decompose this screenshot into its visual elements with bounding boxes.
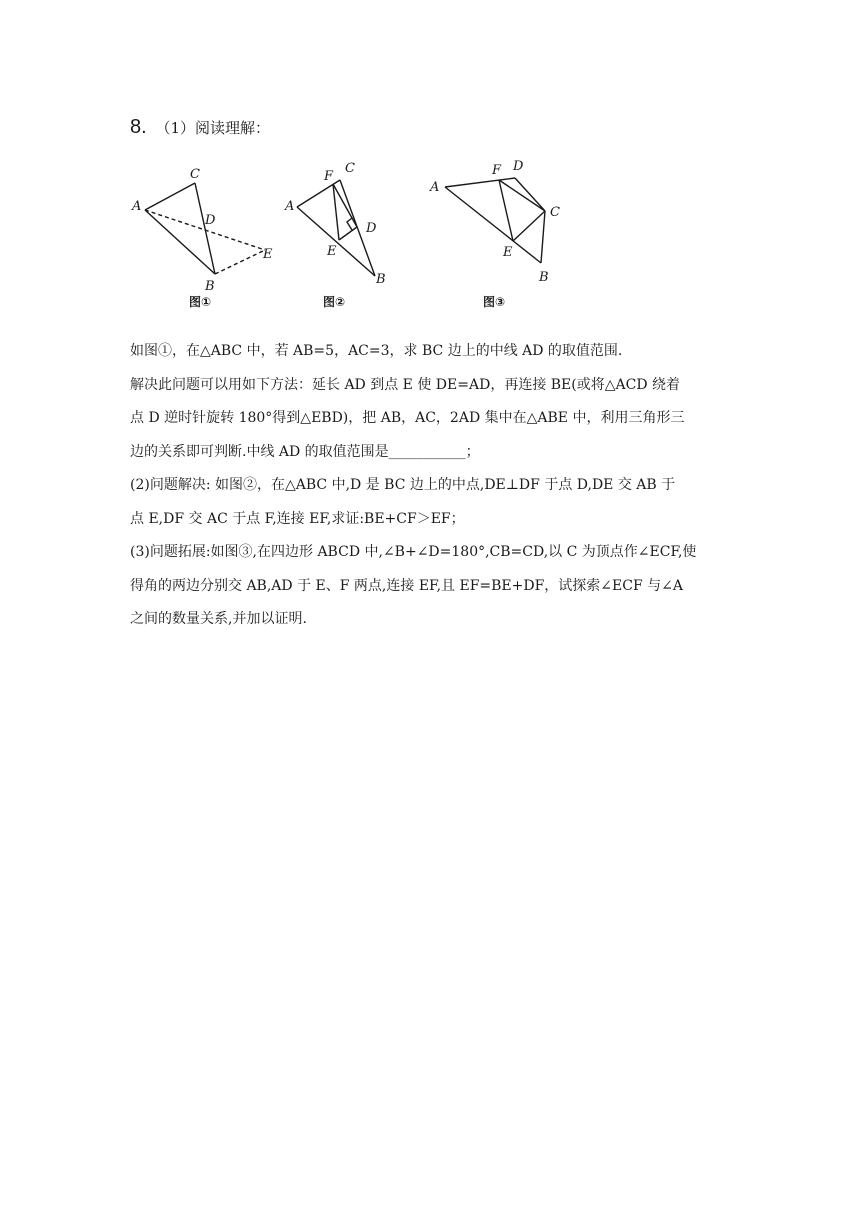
text-line: 边的关系即可判断.中线 AD 的取值范围是___________； [130, 443, 480, 460]
fig3-seg-FC [499, 180, 545, 211]
fig3-label-E: E [503, 245, 513, 260]
fig1-label-D: D [205, 213, 216, 228]
fig2-label-F: F [324, 169, 334, 184]
text-line: 之间的数量关系,并加以证明. [130, 611, 307, 627]
text-line: 得角的两边分别交 AB,AD 于 E、F 两点,连接 EF,且 EF=BE+DF，试探索∠ECF 与∠A [130, 577, 683, 594]
fig2-right-angle-mark [347, 218, 352, 230]
fig2-label-B: B [376, 272, 386, 287]
fig2-label-D: D [366, 221, 377, 236]
fig1-label-B: B [205, 279, 215, 294]
fig2-caption: 图② [323, 295, 346, 309]
text-line: 点 D 逆时针旋转 180°得到△EBD)，把 AB，AC，2AD 集中在△ABE 中，利用三角形三 [130, 410, 685, 426]
question-intro: （1）阅读理解： [155, 119, 271, 137]
text-line: 解决此问题可以用如下方法：延长 AD 到点 E 使 DE=AD，再连接 BE(或将△ACD 绕着 [130, 376, 680, 393]
fig3-caption: 图③ [483, 295, 506, 309]
text-line: 如图①，在△ABC 中，若 AB=5，AC=3，求 BC 边上的中线 AD 的取值范围. [130, 343, 623, 359]
fig1-label-A: A [132, 199, 142, 214]
fig3-label-D: D [513, 159, 524, 174]
text-line: 点 E,DF 交 AC 于点 F,连接 EF,求证:BE+CF＞EF； [130, 510, 465, 527]
question-number: 8. [130, 116, 147, 138]
figure-2 [297, 180, 375, 276]
question-header [130, 116, 270, 139]
fig1-seg-BE [215, 250, 265, 274]
fig3-seg-EC [513, 211, 545, 241]
question-body [130, 335, 710, 637]
fig2-label-A: A [285, 199, 295, 214]
fig3-seg-CB [541, 211, 545, 263]
fig1-seg-AC [145, 183, 195, 210]
figure-3 [445, 178, 545, 263]
fig2-seg-ED [339, 227, 357, 240]
fig1-caption: 图① [189, 295, 212, 309]
fig3-label-F: F [492, 163, 502, 178]
fig1-label-E: E [263, 247, 273, 262]
figure-1 [145, 183, 265, 274]
fig3-label-A: A [430, 180, 440, 195]
fig3-label-C: C [550, 205, 560, 220]
fig1-seg-CB [195, 183, 215, 274]
fig3-label-B: B [539, 270, 549, 285]
figures-svg [125, 150, 585, 315]
text-line: (3)问题拓展:如图③,在四边形 ABCD 中,∠B+∠D=180°,CB=CD,以 C 为顶点作∠ECF,使 [130, 544, 697, 560]
fig3-seg-AD [445, 178, 515, 187]
text-line: (2)问题解决: 如图②，在△ABC 中,D 是 BC 边上的中点,DE⊥DF 于点 D,DE 交 AB 于 [130, 477, 676, 493]
figures-row [125, 150, 585, 315]
fig1-label-C: C [190, 167, 200, 182]
fig2-label-E: E [327, 244, 337, 259]
fig2-label-C: C [345, 161, 355, 176]
